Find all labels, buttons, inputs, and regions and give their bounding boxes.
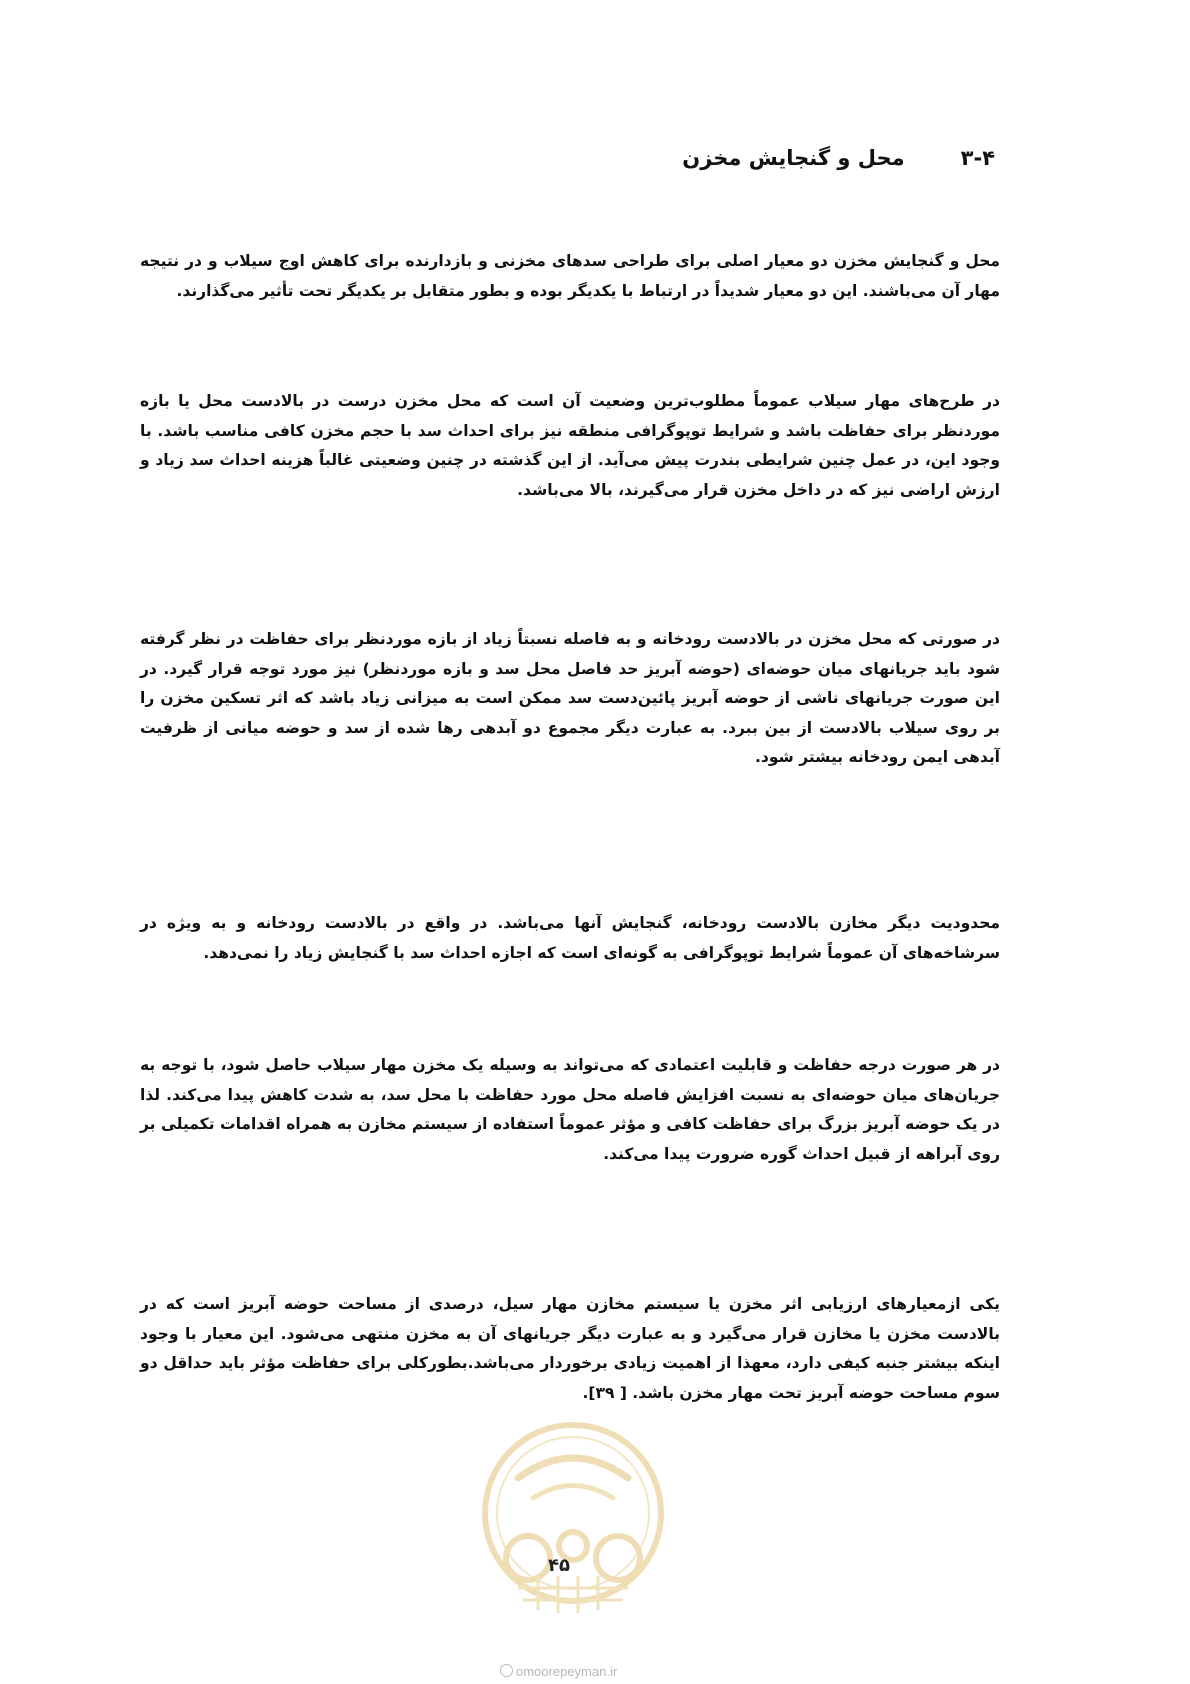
section-heading <box>682 146 995 170</box>
watermark-url-text: omoorepeyman.ir <box>516 1664 618 1679</box>
paragraph-protection-degree: در هر صورت درجه حفاظت و قابلیت اعتمادی که می‌تواند به وسیله یک مخزن مهار سیلاب حاصل شود، با توجه به جریان‌های میان حوضه‌ای به نسبت افزایش فاصله محل مورد حفاظت با محل سد، به شدت کاهش پیدا می‌کند. لذا در یک حوضه آبریز بزرگ برای حفاظت کافی و مؤثر عموماً استفاده از سیستم مخازن به همراه اقدامات تکمیلی بر روی آبراهه از قبیل احداث گوره ضرورت پیدا می‌کند. <box>140 1056 1000 1163</box>
watermark-url <box>500 1664 617 1679</box>
paragraph-upstream-reservoir: در صورتی که محل مخزن در بالادست رودخانه و به فاصله نسبتاً زیاد از بازه موردنظر برای حفاظت در نظر گرفته شود باید جریانهای میان حوضه‌ای (حوضه آبریز حد فاصل محل سد و بازه موردنظر) نیز مورد توجه قرار گیرد. در این صورت جریانهای ناشی از حوضه آبریز پائین‌دست سد ممکن است به میزانی زیاد باشد که اثر تسکین مخزن را بر روی سیلاب بالادست از بین ببرد. به عبارت دیگر مجموع دو آبدهی رها شده از سد و حوضه میانی از ظرفیت آبدهی ایمن رودخانه بیشتر شود. <box>140 630 1000 766</box>
paragraph-location-capacity: محل و گنجایش مخزن دو معیار اصلی برای طراحی سدهای مخزنی و بازدارنده برای کاهش اوج سیلاب و در نتیجه مهار آن می‌باشند. این دو معیار شدیداً در ارتباط با یکدیگر بوده و بطور متقابل بر یکدیگر تحت تأثیر می‌گذارند. <box>140 252 1000 300</box>
watermark-logo <box>478 1418 668 1618</box>
globe-icon <box>500 1664 513 1677</box>
section-title: محل و گنجایش مخزن <box>682 146 905 170</box>
paragraph-capacity-limit: محدودیت دیگر مخازن بالادست رودخانه، گنجایش آنها می‌باشد. در واقع در بالادست رودخانه و به ویژه در سرشاخه‌های آن عموماً شرایط توپوگرافی به گونه‌ای است که اجازه احداث سد با گنجایش زیاد را نمی‌دهد. <box>140 914 1000 962</box>
paragraph-evaluation-criteria: یکی ازمعیارهای ارزیابی اثر مخزن یا سیستم مخازن مهار سیل، درصدی از مساحت حوضه آبریز است که در بالادست مخزن یا مخازن قرار می‌گیرد و به عبارت دیگر جریانهای آن به مخزن منتهی می‌شود. این معیار با وجود اینکه بیشتر جنبه کیفی دارد، معهذا از اهمیت زیادی برخوردار می‌باشد.بطورکلی برای حفاظت مؤثر باید حداقل دو سوم مساحت حوضه آبریز تحت مهار مخزن باشد. [ ۳۹]. <box>140 1295 1000 1402</box>
section-number: ۳-۴ <box>960 146 995 170</box>
paragraph-ideal-location: در طرح‌های مهار سیلاب عموماً مطلوب‌ترین وضعیت آن است که محل مخزن درست در بالادست محل یا بازه موردنظر برای حفاظت باشد و شرایط توپوگرافی منطقه نیز برای احداث سد با حجم مخزن کافی مناسب باشد. با وجود این، در عمل چنین شرایطی بندرت پیش می‌آید. از این گذشته در چنین وضعیتی غالباً هزینه احداث سد زیاد و ارزش اراضی نیز که در داخل مخزن قرار می‌گیرند، بالا می‌باشد. <box>140 392 1000 499</box>
page-number: ۴۵ <box>548 1555 570 1576</box>
